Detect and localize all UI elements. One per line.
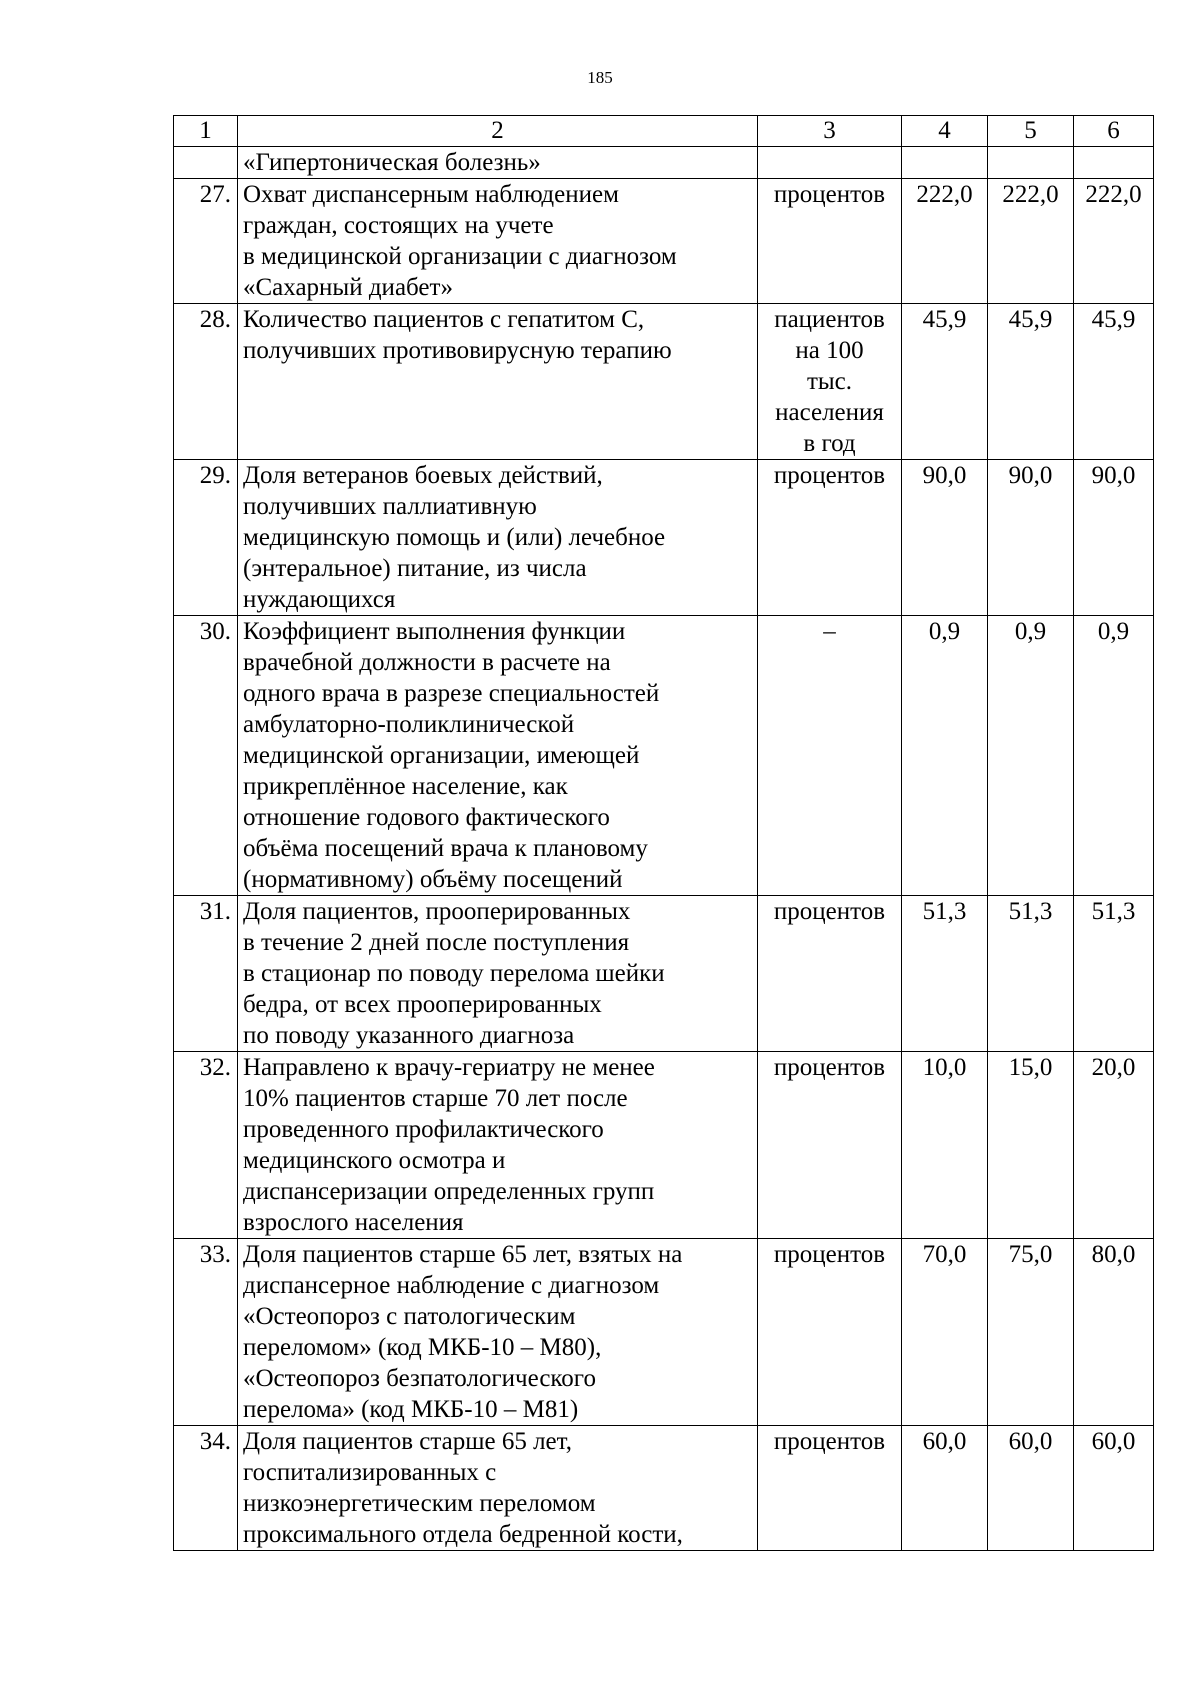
- value-col4: 51,3: [902, 896, 988, 1052]
- column-header: 2: [238, 116, 758, 147]
- empty-cell: [758, 147, 902, 179]
- column-header: 1: [174, 116, 238, 147]
- unit-cell: процентов: [758, 460, 902, 616]
- empty-cell: [988, 147, 1074, 179]
- row-number: 28.: [174, 304, 238, 460]
- value-col4: 45,9: [902, 304, 988, 460]
- indicators-table: [173, 115, 1154, 1551]
- indicator-text: Количество пациентов с гепатитом С, получивших противовирусную терапию: [238, 304, 758, 460]
- table-row: [174, 1239, 1154, 1426]
- value-col6: 222,0: [1074, 179, 1154, 304]
- indicator-text: Доля пациентов старше 65 лет, взятых на диспансерное наблюдение с диагнозом «Остеопороз с патологическим переломом» (код МКБ-10 – М80), «Остеопороз безпатологического перелома» (код МКБ-10 – М81): [238, 1239, 758, 1426]
- value-col5: 90,0: [988, 460, 1074, 616]
- row-number: 30.: [174, 616, 238, 896]
- value-col5: 0,9: [988, 616, 1074, 896]
- value-col4: 0,9: [902, 616, 988, 896]
- value-col5: 15,0: [988, 1052, 1074, 1239]
- value-col4: 222,0: [902, 179, 988, 304]
- value-col5: 222,0: [988, 179, 1074, 304]
- indicator-text: Направлено к врачу-гериатру не менее 10% пациентов старше 70 лет после проведенного профилактического медицинского осмотра и диспансеризации определенных групп взрослого населения: [238, 1052, 758, 1239]
- value-col6: 45,9: [1074, 304, 1154, 460]
- value-col4: 70,0: [902, 1239, 988, 1426]
- unit-cell: процентов: [758, 179, 902, 304]
- page-number: 185: [587, 68, 613, 87]
- row-number: 27.: [174, 179, 238, 304]
- empty-cell: [902, 147, 988, 179]
- value-col6: 51,3: [1074, 896, 1154, 1052]
- table-row: [174, 896, 1154, 1052]
- value-col6: 90,0: [1074, 460, 1154, 616]
- table-row: [174, 460, 1154, 616]
- table-header-row: [174, 116, 1154, 147]
- indicator-text: Доля пациентов, прооперированных в течение 2 дней после поступления в стационар по поводу перелома шейки бедра, от всех прооперированных по поводу указанного диагноза: [238, 896, 758, 1052]
- column-header: 6: [1074, 116, 1154, 147]
- row-number: 31.: [174, 896, 238, 1052]
- unit-cell: процентов: [758, 1239, 902, 1426]
- column-header: 3: [758, 116, 902, 147]
- value-col4: 10,0: [902, 1052, 988, 1239]
- indicator-text: Доля пациентов старше 65 лет, госпитализированных с низкоэнергетическим переломом проксимального отдела бедренной кости,: [238, 1426, 758, 1551]
- row-number: 29.: [174, 460, 238, 616]
- value-col6: 80,0: [1074, 1239, 1154, 1426]
- column-header: 5: [988, 116, 1074, 147]
- table-row: [174, 179, 1154, 304]
- empty-cell: [1074, 147, 1154, 179]
- table-row: [174, 304, 1154, 460]
- unit-cell: процентов: [758, 1052, 902, 1239]
- table-row: [174, 616, 1154, 896]
- value-col6: 20,0: [1074, 1052, 1154, 1239]
- value-col5: 75,0: [988, 1239, 1074, 1426]
- value-col4: 60,0: [902, 1426, 988, 1551]
- column-header: 4: [902, 116, 988, 147]
- unit-cell: процентов: [758, 896, 902, 1052]
- row-number: 33.: [174, 1239, 238, 1426]
- value-col4: 90,0: [902, 460, 988, 616]
- row-number: 34.: [174, 1426, 238, 1551]
- value-col6: 60,0: [1074, 1426, 1154, 1551]
- row-number: 32.: [174, 1052, 238, 1239]
- table-row: [174, 1052, 1154, 1239]
- table-row: [174, 1426, 1154, 1551]
- value-col5: 51,3: [988, 896, 1074, 1052]
- indicator-text: Коэффициент выполнения функции врачебной должности в расчете на одного врача в разрезе специальностей амбулаторно-поликлинической медицинской организации, имеющей прикреплённое население, как отношение годового фактического объёма посещений врача к плановому (нормативному) объёму посещений: [238, 616, 758, 896]
- value-col5: 45,9: [988, 304, 1074, 460]
- continuation-text: «Гипертоническая болезнь»: [238, 147, 758, 179]
- indicator-text: Доля ветеранов боевых действий, получивших паллиативную медицинскую помощь и (или) лечебное (энтеральное) питание, из числа нуждающихся: [238, 460, 758, 616]
- unit-cell: пациентов на 100 тыс. населения в год: [758, 304, 902, 460]
- unit-cell: –: [758, 616, 902, 896]
- empty-cell: [174, 147, 238, 179]
- indicator-text: Охват диспансерным наблюдением граждан, состоящих на учете в медицинской организации с диагнозом «Сахарный диабет»: [238, 179, 758, 304]
- unit-cell: процентов: [758, 1426, 902, 1551]
- continuation-row: [174, 147, 1154, 179]
- value-col6: 0,9: [1074, 616, 1154, 896]
- value-col5: 60,0: [988, 1426, 1074, 1551]
